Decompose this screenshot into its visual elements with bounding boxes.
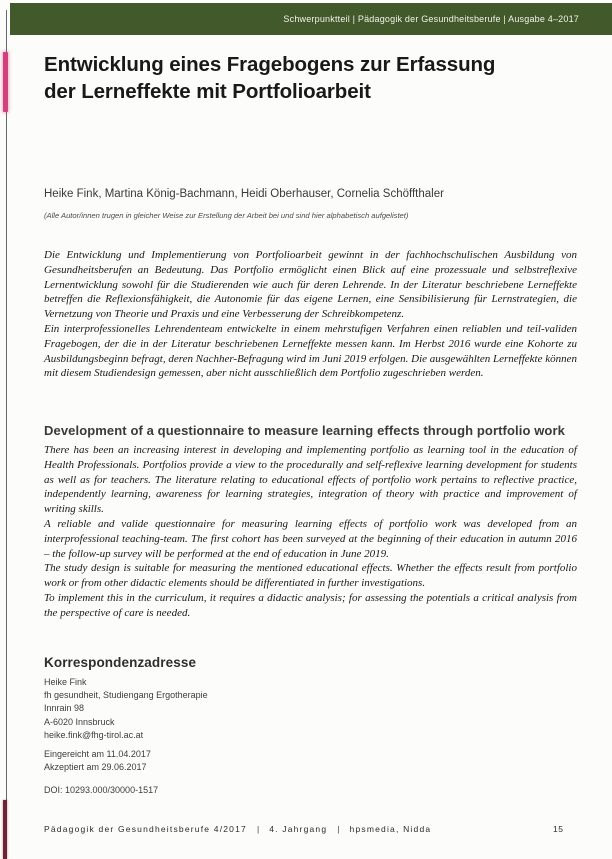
abstract-german-paragraph-2: Ein interprofessionelles Lehrendenteam entwickelte in einem mehrstufigen Verfahren einen reliablen und teil-validen Fragebogen, der die in der Literatur beschriebenen Lerneffekte messen kann. Im Herbst 2016 wurde eine Kohorte zu Ausbildungsbeginn befragt, deren Nachher-Befragung wird im Juni 2019 erfolgen. Die ausgewählten Lerneffekte können mit diesem Studiendesign gemessen, aber nicht ausschließlich dem Portfolio zugeschrieben werden. bbox=[44, 322, 577, 380]
issue-header-text: Schwerpunktteil | Pädagogik der Gesundheitsberufe | Ausgabe 4–2017 bbox=[283, 14, 579, 24]
footer-journal-title: Pädagogik der Gesundheitsberufe 4/2017 bbox=[44, 824, 247, 834]
correspondence-name: Heike Fink bbox=[44, 677, 87, 687]
scan-maroon-edge-mark bbox=[3, 800, 7, 859]
accepted-date: Akzeptiert am 29.06.2017 bbox=[44, 762, 147, 773]
submitted-date: Eingereicht am 11.04.2017 bbox=[44, 749, 151, 759]
scan-pink-bookmark-mark bbox=[3, 52, 8, 112]
correspondence-street: Innrain 98 bbox=[44, 703, 85, 714]
issue-header-bar bbox=[10, 3, 612, 35]
scan-edge-line bbox=[6, 10, 7, 859]
article-title-line2: der Lerneffekte mit Portfolioarbeit bbox=[44, 79, 371, 103]
article-title bbox=[44, 52, 584, 105]
abstract-english-paragraph-4: To implement this in the curriculum, it requires a didactic analysis; for assessing the potentials a critical analysis from the perspective of care is needed. bbox=[44, 591, 577, 619]
authors-line: Heike Fink, Martina König-Bachmann, Heidi Oberhauser, Cornelia Schöffthaler bbox=[44, 188, 444, 200]
page-footer bbox=[44, 824, 431, 834]
abstract-english-paragraph-3: The study design is suitable for measuring the mentioned educational effects. Whether the effects result from portfolio work or from other didactic elements should be differentiated in further investigations. bbox=[44, 562, 577, 590]
correspondence-institution: fh gesundheit, Studiengang Ergotherapie bbox=[44, 690, 208, 701]
page-number: 15 bbox=[553, 824, 564, 834]
footer-separator: | bbox=[256, 824, 260, 834]
abstract-english-paragraph-2: A reliable and valide questionnaire for measuring learning effects of portfolio work was developed from an interprofessional teaching-team. The first cohort has been surveyed at the beginning of their education in autumn 2016 – the follow-up survey will be performed at the end of education in June 2019. bbox=[44, 517, 577, 560]
abstract-english-paragraph-1: There has been an increasing interest in developing and implementing portfolio as learning tool in the education of Health Professionals. Portfolios provide a view to the procedurally and self-reflexive learning development for students as well as for teachers. The literature relating to educational effects of portfolio work pertains to reflective practice, independently learning, awareness for learning strategies, integration of theory with practice and improvement of writing skills. bbox=[44, 444, 577, 516]
article-title-line1: Entwicklung eines Fragebogens zur Erfassung bbox=[44, 53, 496, 76]
correspondence-email: heike.fink@fhg-tirol.ac.at bbox=[44, 729, 144, 740]
authors-note: (Alle Autor/innen trugen in gleicher Weise zur Erstellung der Arbeit bei und sind hier alphabetisch aufgelistet) bbox=[44, 211, 409, 220]
english-section-heading: Development of a questionnaire to measure learning effects through portfolio work bbox=[44, 423, 565, 438]
doi-line: DOI: 10293.000/30000-1517 bbox=[44, 785, 159, 795]
correspondence-city: A-6020 Innsbruck bbox=[44, 716, 115, 727]
footer-separator: | bbox=[337, 824, 340, 834]
footer-volume: 4. Jahrgang bbox=[269, 824, 328, 834]
submission-dates bbox=[44, 748, 444, 774]
abstract-german-paragraph-1: Die Entwicklung und Implementierung von Portfolioarbeit gewinnt in der fachhochschulischen Ausbildung von Gesundheitsberufen an Bedeutung. Das Portfolio ermöglicht einen Blick auf eine prozessuale und selbstreflexive Lernentwicklung sowohl für die Studierenden wie auch für deren Lehrende. In der Literatur beschriebene Lerneffekte betreffen die Reflexionsfähigkeit, die Autonomie für das eigene Lernen, eine Sensibilisierung für Lernstrategien, die Vernetzung von Theorie und Praxis und eine Verbesserung der Schreibkompetenz. bbox=[44, 249, 577, 321]
footer-publisher: hpsmedia, Nidda bbox=[349, 824, 432, 834]
correspondence-address bbox=[44, 676, 444, 742]
abstract-english bbox=[44, 443, 577, 621]
abstract-german bbox=[44, 248, 577, 381]
correspondence-heading: Korrespondenzadresse bbox=[44, 655, 197, 670]
